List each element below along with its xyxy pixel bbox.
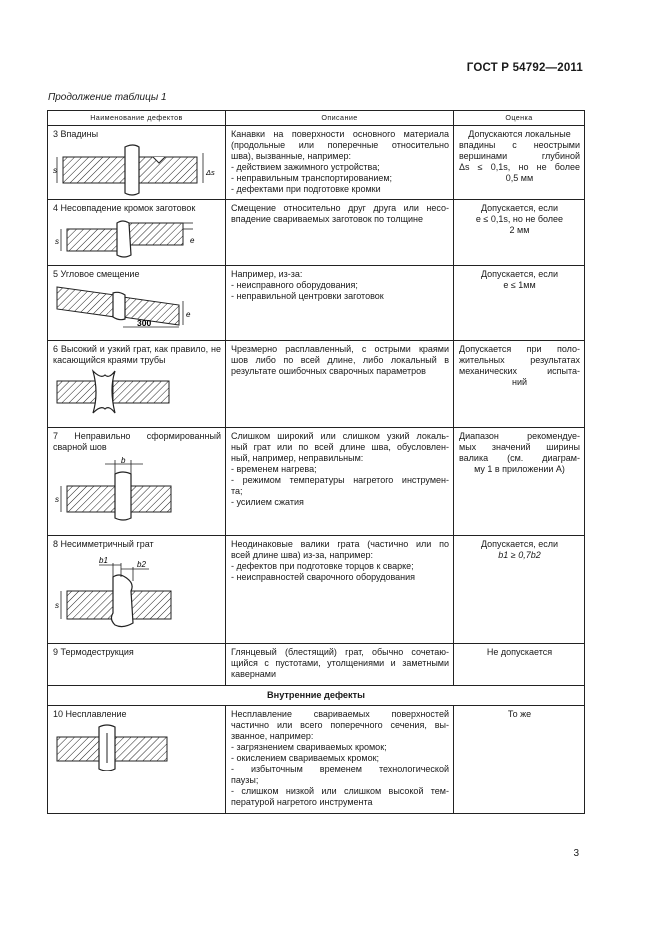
description-line: щийся с пустотами, утолщениями и заметными	[231, 657, 449, 668]
description-line: результате ошибочных сварочных параметров	[231, 365, 426, 376]
thickness-label: s	[55, 494, 59, 504]
evaluation-line: вершинами глубиной	[459, 150, 580, 161]
evaluation-line: Допускается, если	[480, 269, 558, 279]
offset-label: e	[186, 309, 191, 319]
evaluation-line: e ≤ 0,1s, но не более	[475, 213, 564, 224]
description-line: та;	[231, 485, 243, 496]
defect-name: 7 Неправильно сформированный сварной шов	[53, 431, 221, 452]
description-line: - неправильной центровки заготовок	[231, 290, 384, 301]
defect-name: 3 Впадины	[53, 129, 99, 139]
description-line: всей длине шва) из-за, например:	[231, 549, 373, 560]
standard-code: ГОСТ Р 54792—2011	[466, 62, 583, 74]
evaluation-line: ний	[511, 376, 528, 387]
table-header-row	[48, 111, 585, 126]
description-line: - избыточным временем технологической	[231, 764, 449, 775]
description-line: Смещение относительно друг друга или несо-	[231, 203, 449, 213]
hollows-sketch	[53, 143, 221, 197]
table-row	[48, 644, 585, 686]
evaluation-line: 0,5 мм	[505, 172, 534, 183]
description-line: Канавки на поверхности основного материала	[231, 129, 449, 139]
evaluation-line: Допускается, если	[480, 539, 558, 549]
evaluation-line: Допускается при поло-	[459, 344, 580, 354]
table-row	[48, 428, 585, 536]
description-line: пературой нагретого инструмента	[231, 796, 373, 807]
evaluation-line: Не допускается	[486, 647, 553, 657]
width-label: b	[121, 455, 126, 465]
evaluation-line: впадины с неострыми	[459, 139, 580, 150]
evaluation-line: 2 мм	[509, 224, 530, 235]
description-line: - дефектами при подготовке кромки	[231, 183, 381, 194]
defect-name: 9 Термодеструкция	[53, 647, 134, 657]
asymmetric-bead-sketch	[53, 553, 221, 629]
description-line: паузы;	[231, 775, 259, 786]
offset-label: e	[190, 235, 195, 245]
table-row	[48, 536, 585, 644]
thickness-label: s	[55, 236, 59, 246]
table-row	[48, 266, 585, 341]
column-header-evaluation: Оценка	[454, 111, 585, 126]
lack-of-fusion-sketch	[53, 723, 221, 771]
description-line: - слишком низкой или слишком высокой тем-	[231, 786, 449, 796]
table-row	[48, 200, 585, 266]
description-line: ный, например, неправильным:	[231, 452, 364, 463]
description-line: Например, из-за:	[231, 269, 303, 279]
defect-name: 5 Угловое смещение	[53, 269, 140, 279]
evaluation-line: То же	[507, 709, 532, 720]
description-line: - неправильным транспортированием;	[231, 172, 393, 183]
defect-name: 8 Несимметричный грат	[53, 539, 154, 549]
evaluation-line: механических испыта-	[459, 365, 580, 376]
description-line: шва), вызванные, например:	[231, 150, 351, 161]
description-line: - неисправностей сварочного оборудования	[231, 571, 416, 582]
evaluation-line: Допускаются локальные	[468, 129, 571, 139]
defect-name: 10 Несплавление	[53, 709, 127, 720]
evaluation-line: Допускается, если	[480, 203, 558, 213]
high-narrow-bead-sketch	[53, 369, 221, 417]
table-row	[48, 341, 585, 428]
description-line: Несплавление свариваемых поверхностей	[231, 709, 449, 720]
description-line: Чрезмерно расплавленный, с острыми краями	[231, 344, 449, 354]
description-line: - неисправного оборудования;	[231, 279, 358, 290]
defects-table	[47, 110, 585, 814]
evaluation-line: b1 ≥ 0,7b2	[498, 549, 541, 560]
description-line: Слишком широкий или слишком узкий локаль-	[231, 431, 449, 441]
description-line: (продольные или поперечные относительно	[231, 139, 449, 150]
section-title: Внутренние дефекты	[48, 686, 585, 706]
description-line: - действием зажимного устройства;	[231, 161, 380, 172]
thickness-label: s	[55, 600, 59, 610]
evaluation-line: Δs ≤ 0,1s, но не более	[459, 161, 580, 172]
description-line: частично или всего поперечного сечения, вы-	[231, 720, 449, 731]
description-line: - режимом температуры нагретого инструмен-	[231, 474, 449, 485]
bead2-label: b2	[137, 559, 146, 569]
length-label: 300	[137, 317, 152, 328]
section-row	[48, 686, 585, 706]
evaluation-line: e ≤ 1мм	[503, 279, 536, 290]
table-row	[48, 126, 585, 200]
column-header-description: Описание	[226, 111, 454, 126]
description-line: ный грат или по всей длине шва, обусловлен-	[231, 441, 449, 452]
description-line: Неодинаковые валики грата (частично или по	[231, 539, 449, 549]
page-number: 3	[573, 848, 579, 859]
description-line: шов либо по всей длине, либо локальный в	[231, 354, 449, 365]
malformed-weld-sketch	[53, 456, 221, 522]
defect-name: 4 Несовпадение кромок заготовок	[53, 203, 196, 213]
description-line: - временем нагрева;	[231, 463, 317, 474]
description-line: званное, например:	[231, 731, 314, 742]
description-line: - окислением свариваемых кромок;	[231, 753, 380, 764]
evaluation-line: Диапазон рекомендуе-	[459, 431, 580, 441]
defect-name: 6 Высокий и узкий грат, как правило, не касающийся краями трубы	[53, 344, 221, 365]
table-row	[48, 706, 585, 814]
thickness-label: s	[53, 165, 57, 175]
description-line: - усилием сжатия	[231, 496, 304, 507]
evaluation-line: валика (см. диаграм-	[459, 452, 580, 463]
evaluation-line: мых значений ширины	[459, 441, 580, 452]
evaluation-line: му 1 в приложении А)	[474, 463, 565, 474]
angular-offset-sketch	[53, 283, 221, 333]
description-line: - загрязнением свариваемых кромок;	[231, 742, 387, 753]
description-line: - дефектов при подготовке торцов к сварке;	[231, 560, 414, 571]
column-header-name: Наименование дефектов	[48, 111, 226, 126]
description-line: впадение свариваемых заготовок по толщине	[231, 213, 424, 224]
description-line: Глянцевый (блестящий) грат, обычно сочетаю-	[231, 647, 449, 657]
table-caption: Продолжение таблицы 1	[48, 92, 167, 103]
depth-label: Δs	[206, 167, 215, 177]
misalignment-sketch	[53, 217, 221, 259]
description-line: кавернами	[231, 668, 277, 679]
evaluation-line: жительных результатах	[459, 354, 580, 365]
bead1-label: b1	[99, 555, 108, 565]
